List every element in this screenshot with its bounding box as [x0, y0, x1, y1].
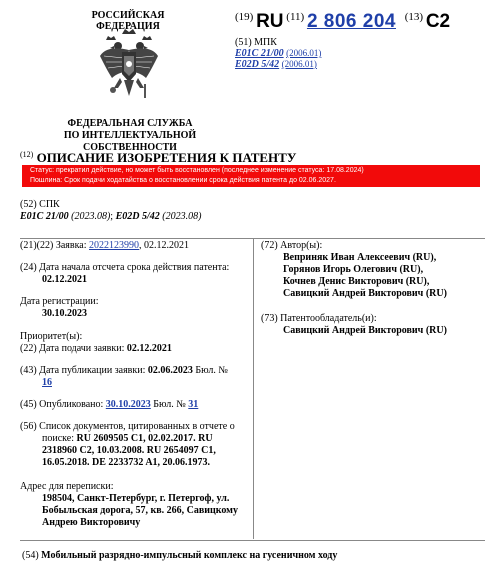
published-date-link[interactable]: 30.10.2023: [105, 399, 151, 410]
mpk-label: (51) МПК: [235, 37, 277, 48]
kind-code: C2: [425, 11, 451, 32]
mpk-class-link[interactable]: E02D 5/42: [235, 59, 280, 70]
publication-field: (43) Дата публикации заявки: 02.06.2023 Бюл. № 16: [20, 365, 228, 388]
code-13: (13): [404, 11, 424, 23]
registration-field: [20, 296, 99, 320]
correspondence-address-field: Адрес для переписки: 198504, Санкт-Петербург, г. Петергоф, ул. Бобыльская дорога, 57, кв. 266, Савицкому Андрею Викторовичу: [20, 481, 238, 528]
coat-of-arms-emblem: [98, 26, 160, 104]
status-line: Статус: прекратил действие, но может быть восстановлен (последнее изменение статуса: 17.08.2024): [30, 167, 364, 174]
registration-label: Дата регистрации:: [20, 296, 99, 307]
owner-label: (73) Патентообладатель(и):: [261, 313, 377, 324]
registration-value: 30.10.2023: [42, 308, 87, 319]
spk-block: [20, 199, 201, 223]
term-start-value: 02.12.2021: [42, 274, 87, 285]
country-code: RU: [256, 11, 284, 32]
application-field: (21)(22) Заявка: 2022123990, 02.12.2021: [20, 240, 190, 251]
application-number-link[interactable]: 2022123990: [89, 240, 140, 251]
priority-value: 02.12.2021: [126, 343, 172, 354]
spk-class-2: E02D 5/42: [115, 211, 160, 222]
spk-classes: E01C 21/00 (2023.08); E02D 5/42 (2023.08): [20, 211, 202, 222]
author-item: Горянов Игорь Олегович (RU),: [283, 264, 424, 275]
author-item: Кочнев Денис Викторович (RU),: [283, 276, 430, 287]
patent-owner-field: [261, 313, 447, 337]
code-19: (19): [235, 11, 254, 23]
priority-field: Приоритет(ы): (22) Дата подачи заявки: 02.12.2021: [20, 331, 172, 354]
code-11: (11): [286, 11, 305, 23]
mpk-class-link[interactable]: E01C 21/00: [235, 48, 284, 59]
publication-bulletin-link[interactable]: 16: [42, 377, 52, 388]
patent-number-link[interactable]: 2 806 204: [306, 11, 396, 32]
fee-line: Пошлина: Срок подачи ходатайства о восстановлении срока действия патента до 02.06.2027.: [30, 176, 336, 184]
title-code: (12): [20, 150, 34, 159]
spk-version-2: (2023.08): [159, 211, 202, 222]
spk-version-1: (2023.08): [68, 211, 111, 222]
agency-name: ФЕДЕРАЛЬНАЯ СЛУЖБА ПО ИНТЕЛЛЕКТУАЛЬНОЙ СОБСТВЕННОСТИ: [63, 118, 197, 153]
author-item: Веприняк Иван Алексеевич (RU),: [283, 252, 437, 263]
mpk-item: [235, 48, 321, 59]
mpk-block: [235, 37, 321, 70]
mpk-version-link[interactable]: (2006.01): [286, 48, 322, 58]
status-banner: [22, 165, 480, 187]
author-item: Савицкий Андрей Викторович (RU): [283, 288, 447, 299]
spk-label: (52) СПК: [20, 199, 60, 210]
published-bulletin-link[interactable]: 31: [188, 399, 199, 410]
spk-class-1: E01C 21/00: [20, 211, 69, 222]
publication-date: 02.06.2023: [147, 365, 193, 376]
patent-number-line: [235, 11, 450, 33]
mpk-version-link[interactable]: (2006.01): [281, 59, 317, 69]
term-start-label: (24) Дата начала отсчета срока действия патента:: [20, 262, 230, 273]
published-field: (45) Опубликовано: 30.10.2023 Бюл. № 31: [20, 399, 199, 410]
term-start-field: [20, 262, 229, 286]
cited-documents-field: (56) Список документов, цитированных в отчете о поиске: RU 2609505 C1, 02.02.2017. RU 2318960 C2, 10.03.2008. RU 2654097 C1, 16.05.2018. DE 2233732 A1, 20.06.1973.: [20, 421, 235, 468]
owner-value: Савицкий Андрей Викторович (RU): [283, 325, 447, 336]
priority-label: Приоритет(ы):: [20, 331, 83, 342]
column-divider: [253, 238, 254, 539]
title-text: ОПИСАНИЕ ИЗОБРЕТЕНИЯ К ПАТЕНТУ: [36, 150, 297, 165]
country-name: РОССИЙСКАЯ ФЕДЕРАЦИЯ: [91, 10, 165, 32]
document-title: [20, 150, 296, 166]
authors-field: [261, 240, 447, 300]
mpk-item: [235, 59, 321, 70]
authors-label: (72) Автор(ы):: [261, 240, 323, 251]
invention-title: (54) Мобильный разрядно-импульсный комплекс на гусеничном ходу: [22, 550, 338, 561]
